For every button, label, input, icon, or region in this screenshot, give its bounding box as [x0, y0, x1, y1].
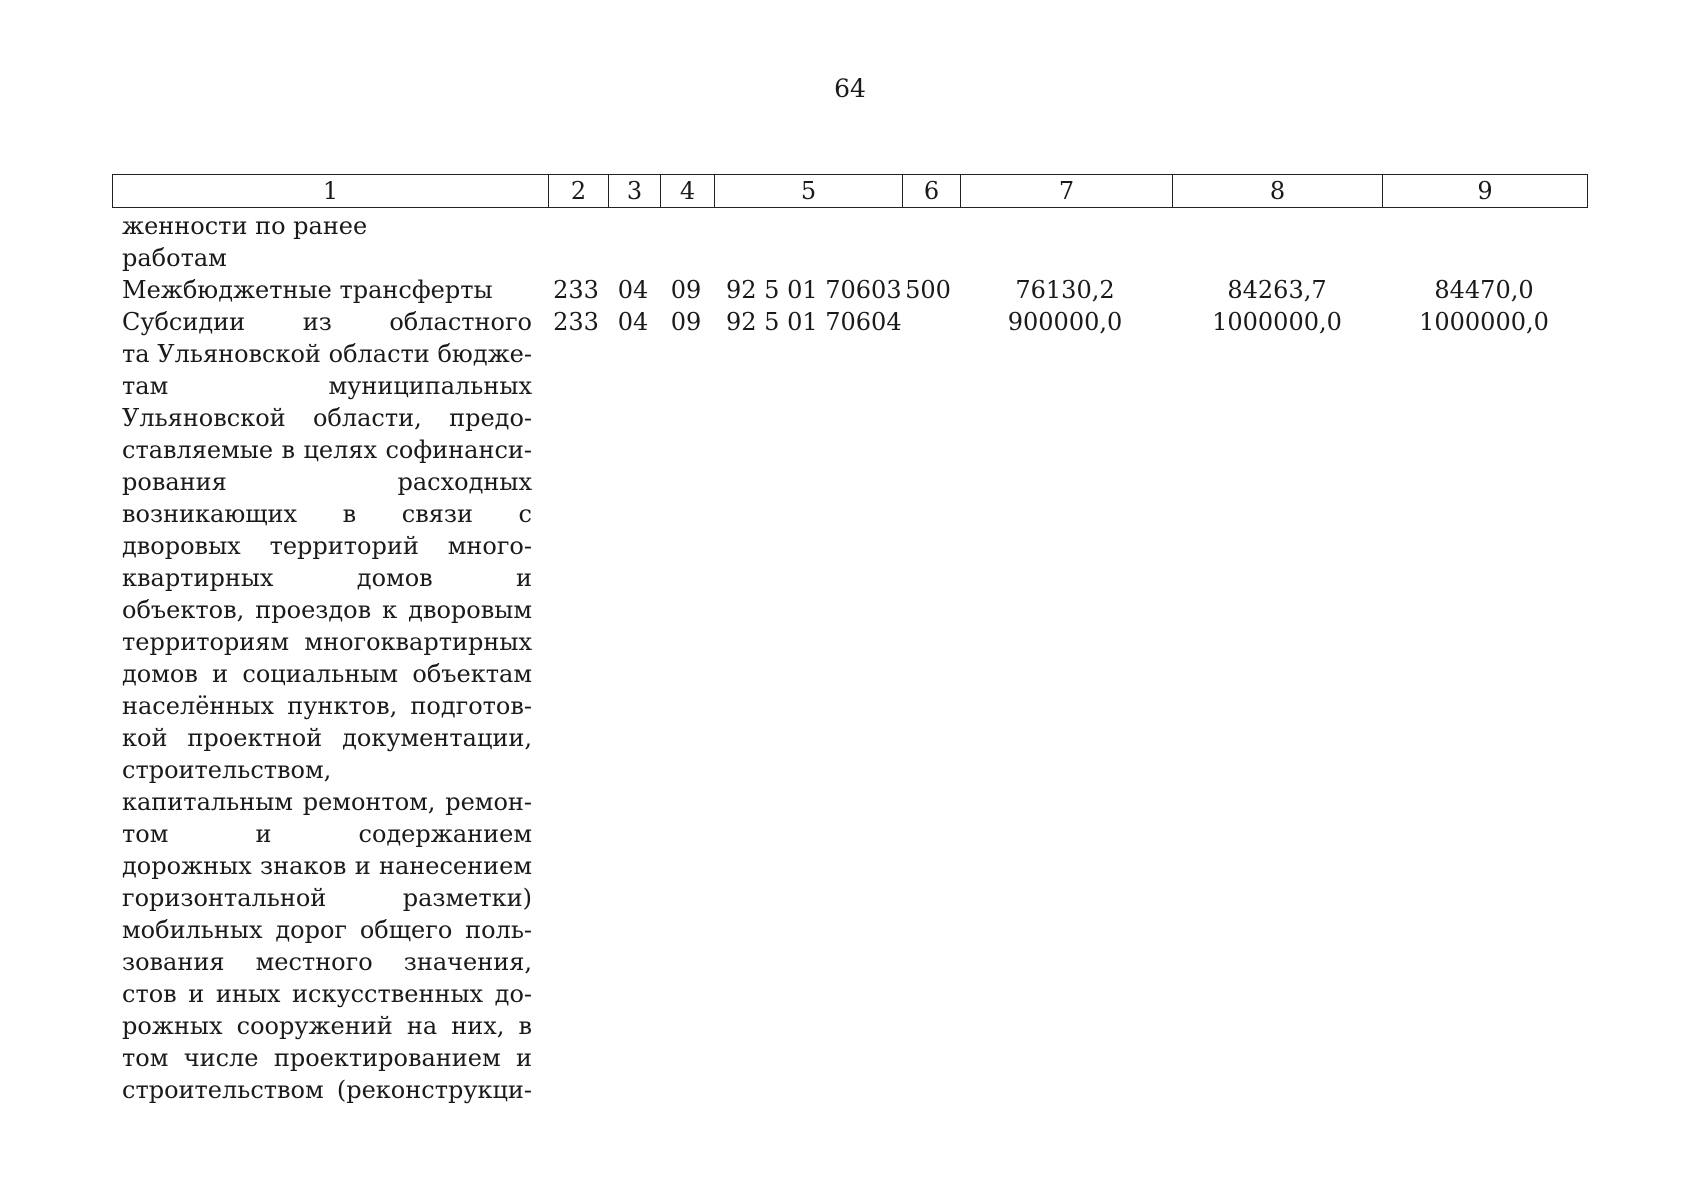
cell-col-7: 900000,0 — [1007, 308, 1123, 336]
cell-col-4: 09 — [670, 308, 702, 336]
cell-col-5: 92 5 01 70603 — [726, 276, 902, 304]
page-number: 64 — [834, 74, 866, 103]
description-line: зования местного значения, — [122, 948, 532, 976]
header-col-5: 5 — [715, 175, 903, 207]
description-line: населённых пунктов, подготов- — [122, 692, 532, 720]
cell-col-3: 04 — [617, 308, 649, 336]
header-col-8: 8 — [1173, 175, 1383, 207]
cell-col-2: 233 — [553, 308, 599, 336]
row-description — [122, 210, 532, 274]
description-line: строительством (реконструкци- — [122, 1076, 532, 1104]
description-line: Субсидии из областного — [122, 308, 532, 336]
description-line: Межбюджетные трансферты — [122, 276, 493, 304]
header-col-1: 1 — [113, 175, 549, 207]
description-line: женности по ранее — [122, 212, 368, 240]
description-line: стов и иных искусственных до- — [122, 980, 532, 1008]
row-description — [122, 306, 532, 1106]
description-line: та Ульяновской области бюдже- — [122, 340, 532, 368]
header-col-2: 2 — [549, 175, 609, 207]
description-line: квартирных домов и — [122, 564, 532, 592]
header-col-4: 4 — [661, 175, 715, 207]
cell-col-2: 233 — [553, 276, 599, 304]
description-line: объектов, проездов к дворовым — [122, 596, 532, 624]
description-line: мобильных дорог общего поль- — [122, 916, 532, 944]
description-line: территориям многоквартирных — [122, 628, 532, 656]
description-line: дорожных знаков и нанесением — [122, 852, 532, 880]
header-col-6: 6 — [903, 175, 961, 207]
description-line: домов и социальным объектам — [122, 660, 532, 688]
description-line: кой проектной документации, — [122, 724, 532, 752]
header-col-3: 3 — [609, 175, 661, 207]
cell-col-7: 76130,2 — [1015, 276, 1115, 304]
description-line: рования расходных — [122, 468, 532, 496]
description-line: том числе проектированием и — [122, 1044, 532, 1072]
description-line: Ульяновской области, предо- — [122, 404, 532, 432]
header-col-7: 7 — [961, 175, 1173, 207]
cell-col-5: 92 5 01 70604 — [726, 308, 902, 336]
row-description — [122, 274, 532, 306]
cell-col-4: 09 — [670, 276, 702, 304]
description-line: том и содержанием — [122, 820, 532, 848]
description-line: работам — [122, 244, 227, 272]
description-line: строительством, — [122, 756, 332, 784]
description-line: горизонтальной разметки) — [122, 884, 532, 912]
cell-col-9: 1000000,0 — [1419, 308, 1549, 336]
description-line: рожных сооружений на них, в — [122, 1012, 532, 1040]
table-header — [112, 174, 1588, 208]
cell-col-3: 04 — [617, 276, 649, 304]
header-col-9: 9 — [1477, 177, 1493, 205]
description-line: там муниципальных — [122, 372, 532, 400]
cell-col-8: 84263,7 — [1227, 276, 1327, 304]
description-line: ставляемые в целях софинанси- — [122, 436, 532, 464]
cell-col-9: 84470,0 — [1434, 276, 1534, 304]
cell-col-8: 1000000,0 — [1212, 308, 1342, 336]
cell-col-6: 500 — [905, 276, 951, 304]
description-line: возникающих в связи с — [122, 500, 532, 528]
description-line: дворовых территорий много- — [122, 532, 532, 560]
description-line: капитальным ремонтом, ремон- — [122, 788, 532, 816]
